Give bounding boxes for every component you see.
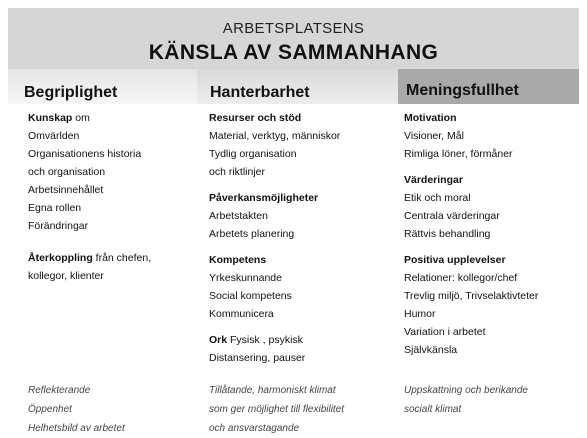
list-item — [209, 163, 399, 181]
item-text: Humor — [404, 308, 436, 320]
column-hanterbarhet-content — [209, 109, 399, 367]
item-text: om — [72, 112, 90, 124]
header-title: KÄNSLA AV SAMMANHANG — [148, 41, 439, 64]
list-item — [28, 181, 198, 199]
item-text: Förändringar — [28, 220, 89, 232]
footer-line: Öppenhet — [28, 404, 72, 415]
list-item — [209, 349, 399, 367]
item-text: och organisation — [28, 166, 106, 178]
list-item — [28, 199, 198, 217]
item-heading: Motivation — [404, 112, 457, 124]
item-text: Rättvis behandling — [404, 228, 491, 240]
item-text: Centrala värderingar — [404, 210, 500, 222]
list-item — [209, 269, 399, 287]
header-supertitle: ARBETSPLATSENS — [222, 20, 365, 37]
item-text: Självkänsla — [404, 344, 458, 356]
list-item — [28, 249, 198, 267]
list-item — [28, 127, 198, 145]
item-text: Arbetsinnehållet — [28, 184, 104, 196]
footer-line: Reflekterande — [28, 385, 91, 396]
block-spacer — [209, 243, 399, 251]
list-item — [404, 269, 584, 287]
list-item — [404, 189, 584, 207]
item-text: Distansering, pauser — [209, 352, 306, 364]
item-text: Arbetets planering — [209, 228, 295, 240]
column-heading-meningsfullhet: Meningsfullhet — [398, 69, 579, 104]
item-text: Rimliga löner, förmåner — [404, 148, 513, 160]
column-meningsfullhet-content — [404, 109, 584, 359]
list-item — [404, 171, 584, 189]
list-item — [209, 127, 399, 145]
item-text: från chefen, — [92, 252, 152, 264]
item-heading: Påverkansmöjligheter — [209, 192, 319, 204]
item-text: Trevlig miljö, Trivselaktivteter — [404, 290, 539, 302]
item-heading: Ork — [209, 334, 228, 346]
item-heading: Kunskap — [28, 112, 73, 124]
block-spacer — [404, 163, 584, 171]
column-meningsfullhet-footer — [404, 381, 584, 419]
item-heading: Positiva upplevelser — [404, 254, 506, 266]
list-item — [404, 287, 584, 305]
footer-line: Uppskattning och berikande — [404, 385, 528, 396]
item-text: Omvärlden — [28, 130, 80, 142]
list-item — [209, 305, 399, 323]
item-text: Arbetstakten — [209, 210, 268, 222]
item-heading: Värderingar — [404, 174, 463, 186]
item-heading: Återkoppling — [28, 252, 93, 264]
item-text: Relationer: kollegor/chef — [404, 272, 518, 284]
list-item — [209, 331, 399, 349]
list-item — [404, 145, 584, 163]
column-heading-begriplighet: Begriplighet — [8, 69, 197, 104]
item-text: Material, verktyg, människor — [209, 130, 341, 142]
column-hanterbarhet-footer — [209, 381, 399, 438]
item-text: Fysisk , psykisk — [227, 334, 303, 346]
item-text: Etik och moral — [404, 192, 471, 204]
list-item — [404, 109, 584, 127]
item-text: Kommunicera — [209, 308, 274, 320]
item-heading: Resurser och stöd — [209, 112, 302, 124]
list-item — [404, 251, 584, 269]
list-item — [404, 305, 584, 323]
list-item — [404, 323, 584, 341]
list-item — [209, 109, 399, 127]
list-item — [209, 189, 399, 207]
list-item — [404, 341, 584, 359]
footer-line: som ger möjlighet till flexibilitet — [209, 404, 345, 415]
block-spacer — [209, 181, 399, 189]
item-heading: Kompetens — [209, 254, 267, 266]
item-text: Organisationens historia — [28, 148, 142, 160]
list-item — [28, 163, 198, 181]
footer-line: Tillåtande, harmoniskt klimat — [209, 385, 336, 396]
list-item — [404, 225, 584, 243]
item-text: Egna rollen — [28, 202, 82, 214]
list-item — [28, 109, 198, 127]
list-item — [209, 207, 399, 225]
block-spacer — [209, 323, 399, 331]
list-item — [404, 207, 584, 225]
list-item — [209, 251, 399, 269]
item-text: Tydlig organisation — [209, 148, 297, 160]
column-heading-hanterbarhet: Hanterbarhet — [197, 69, 398, 104]
header-banner — [8, 8, 579, 69]
item-text: kollegor, klienter — [28, 270, 104, 282]
item-text: Social kompetens — [209, 290, 292, 302]
item-text: och riktlinjer — [209, 166, 266, 178]
footer-line: och ansvarstagande — [209, 423, 300, 434]
list-item — [404, 127, 584, 145]
list-item — [209, 225, 399, 243]
footer-line: socialt klimat — [404, 404, 462, 415]
block-spacer — [28, 235, 198, 249]
list-item — [209, 145, 399, 163]
list-item — [28, 145, 198, 163]
footer-line: Helhetsbild av arbetet — [28, 423, 125, 434]
column-begriplighet-footer — [28, 381, 198, 438]
block-spacer — [404, 243, 584, 251]
item-text: Variation i arbetet — [404, 326, 486, 338]
list-item — [28, 267, 198, 285]
list-item — [28, 217, 198, 235]
item-text: Visioner, Mål — [404, 130, 464, 142]
column-begriplighet-content — [28, 109, 198, 285]
item-text: Yrkeskunnande — [209, 272, 282, 284]
list-item — [209, 287, 399, 305]
